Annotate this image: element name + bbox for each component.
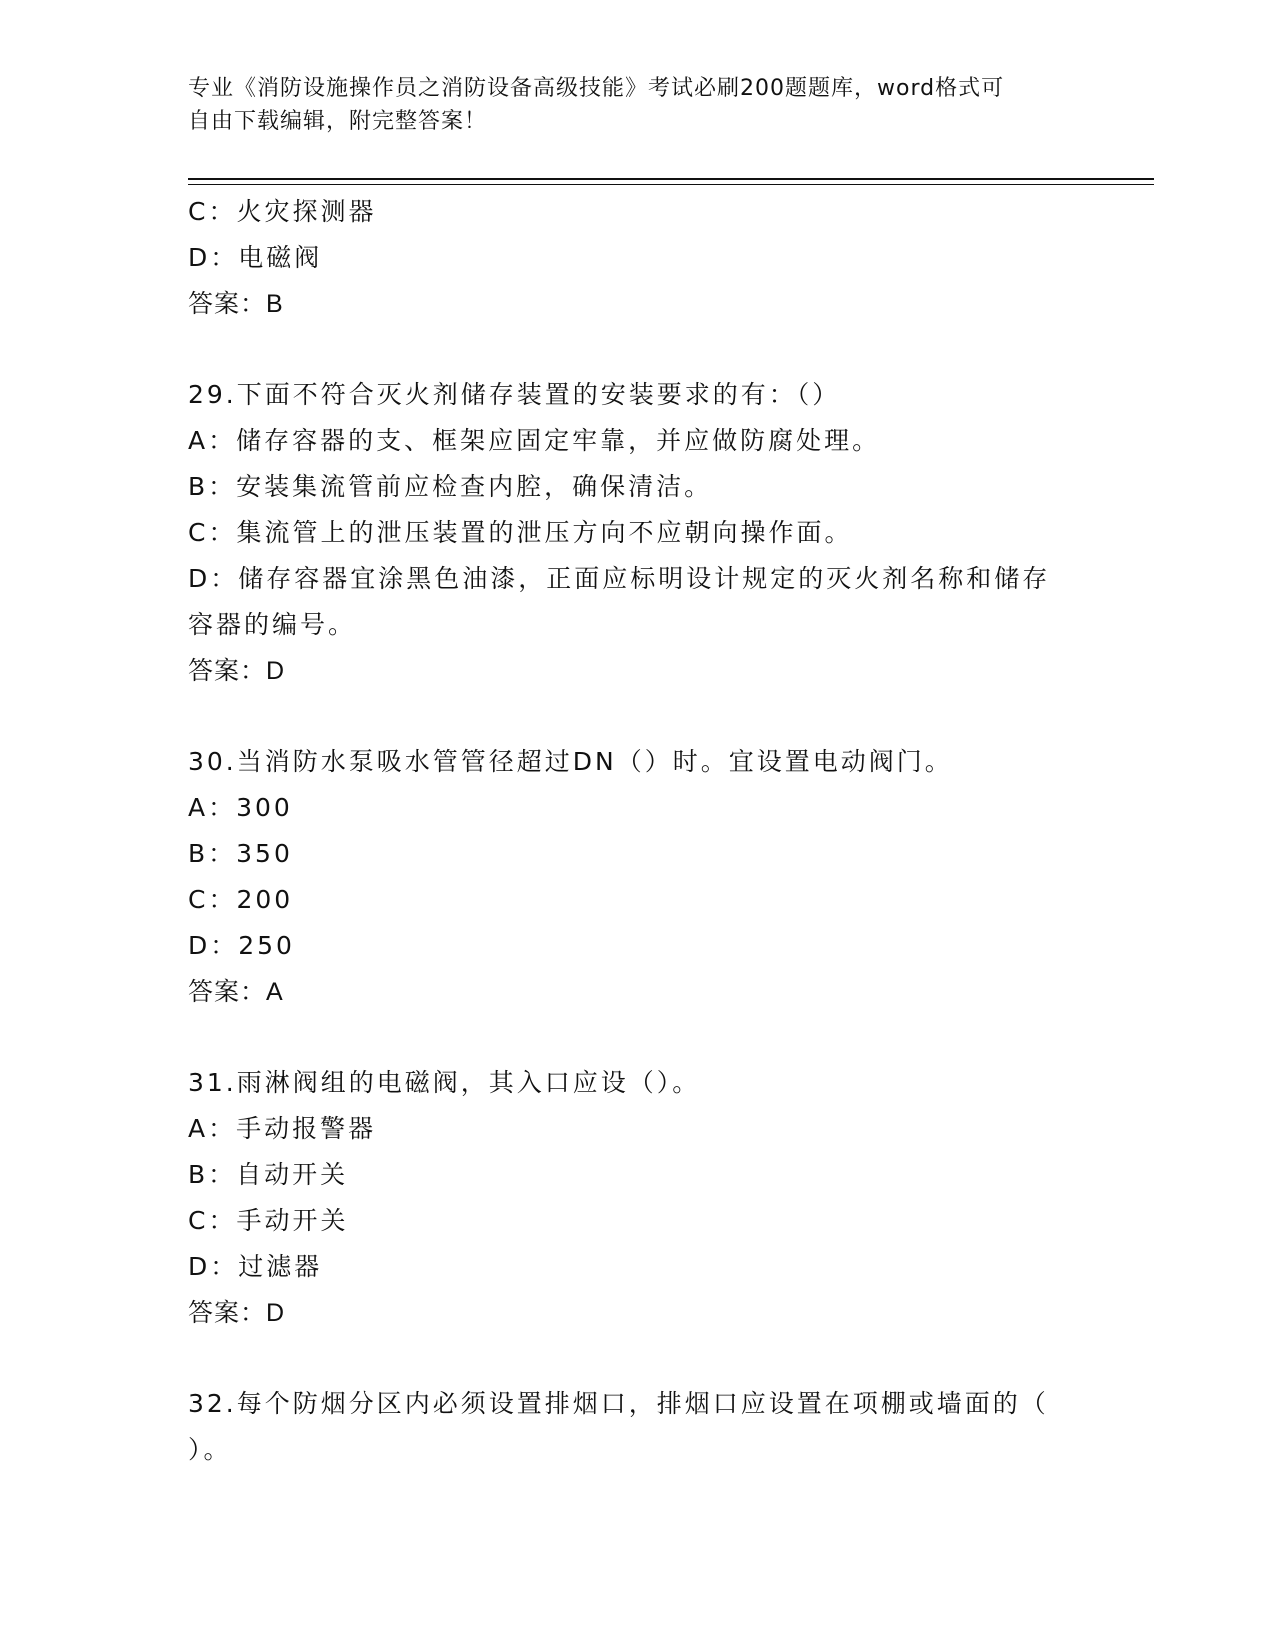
answer-line: 答案：B (188, 290, 284, 318)
header-line-2: 自由下载编辑，附完整答案！ (188, 109, 488, 134)
option-d: D：储存容器宜涂黑色油漆，正面应标明设计规定的灭火剂名称和储存 (188, 564, 1051, 593)
answer-line: 答案：D (188, 657, 286, 685)
header-divider-thick (188, 178, 1154, 180)
question-stem: 32.每个防烟分区内必须设置排烟口，排烟口应设置在项棚或墙面的（ (188, 1389, 1049, 1418)
question-stem: 31.雨淋阀组的电磁阀，其入口应设（）。 (188, 1068, 701, 1097)
header-line-1: 专业《消防设施操作员之消防设备高级技能》考试必刷200题题库，word格式可 (188, 76, 1005, 101)
question-stem: 29.下面不符合灭火剂储存装置的安装要求的有：（） (188, 380, 841, 409)
document-header (188, 72, 1088, 138)
question-block-prev (188, 189, 1088, 327)
option-b: B：350 (188, 839, 293, 868)
option-a: A：储存容器的支、框架应固定牢靠，并应做防腐处理。 (188, 426, 881, 455)
question-stem-continued: ）。 (188, 1435, 232, 1464)
option-c: C：手动开关 (188, 1206, 349, 1235)
question-stem: 30.当消防水泵吸水管管径超过DN（）时。宜设置电动阀门。 (188, 747, 953, 776)
option-d: D：250 (188, 931, 295, 960)
option-d: D：过滤器 (188, 1252, 323, 1281)
option-a: A：手动报警器 (188, 1114, 377, 1143)
header-divider-thin (188, 184, 1154, 185)
question-block-30 (188, 739, 1088, 1015)
option-c: C：200 (188, 885, 294, 914)
question-block-29 (188, 372, 1088, 694)
option-d: D：电磁阀 (188, 243, 323, 272)
option-b: B：自动开关 (188, 1160, 349, 1189)
option-c: C：集流管上的泄压装置的泄压方向不应朝向操作面。 (188, 518, 853, 547)
answer-line: 答案：D (188, 1299, 286, 1327)
question-list (188, 189, 1088, 1473)
option-d-continued: 容器的编号。 (188, 610, 357, 639)
answer-line: 答案：A (188, 978, 284, 1006)
question-block-31 (188, 1060, 1088, 1336)
question-block-32 (188, 1381, 1088, 1473)
option-c: C：火灾探测器 (188, 197, 377, 226)
option-a: A：300 (188, 793, 293, 822)
option-b: B：安装集流管前应检查内腔，确保清洁。 (188, 472, 713, 501)
